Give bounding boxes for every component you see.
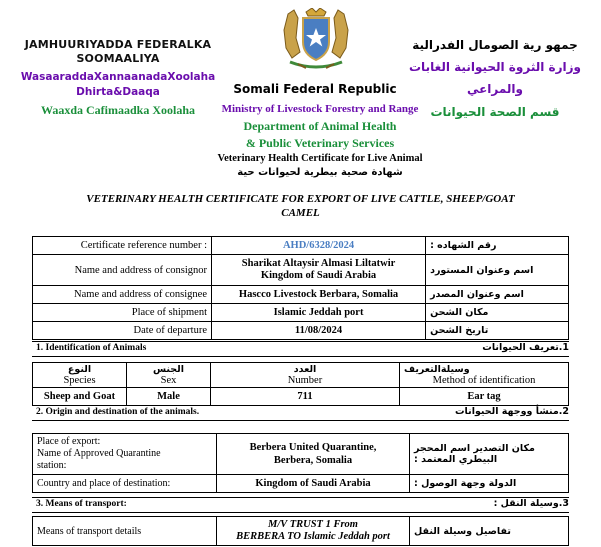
info-label-ar: رقم الشهاده : — [426, 237, 569, 255]
info-label: Name and address of consignee — [33, 286, 212, 304]
section-2-title: 2. Origin and destination of the animals. — [36, 407, 200, 417]
certificate-reference-value: AHD/6328/2024 — [212, 237, 426, 255]
table-header-row — [33, 363, 569, 388]
header-ar: العدد — [293, 364, 317, 375]
ministry-somali-line2: Dhirta&Daaqa — [76, 86, 160, 98]
method-value: Ear tag — [400, 388, 569, 406]
republic-name-somali-line2: SOOMAALIYA — [76, 52, 160, 65]
export-label-ar: مكان التصدير اسم المحجر البيطري المعتمد : — [410, 434, 569, 475]
place-of-shipment-value: Islamic Jeddah port — [212, 304, 426, 322]
header-en: Number — [287, 375, 323, 386]
section-2-title-ar: 2.منشأ ووجهة الحيوانات — [455, 406, 569, 417]
table-row — [33, 237, 569, 255]
info-label-ar: مكان الشحن — [426, 304, 569, 322]
header-number — [211, 363, 400, 388]
destination-value: Kingdom of Saudi Arabia — [217, 475, 410, 493]
section-3-title-ar: 3.وسيلة النقل : — [493, 498, 569, 509]
document-title-line2: CAMEL — [281, 207, 320, 219]
header-en: Method of identification — [432, 375, 536, 386]
consignor-name: Sharikat Altaysir Almasi Liltatwir — [241, 258, 396, 269]
header-ministry-en: Ministry of Livestock Forestry and Range — [221, 103, 419, 115]
origin-table — [32, 433, 569, 493]
export-label — [33, 434, 217, 475]
info-label: Name and address of consignor — [33, 255, 212, 286]
date-of-departure-value: 11/08/2024 — [212, 322, 426, 340]
export-value-line1: Berbera United Quarantine, — [249, 442, 377, 453]
certificate-info-table — [32, 236, 569, 340]
sex-value: Male — [127, 388, 211, 406]
info-label-ar: اسم وعنوان المصدر — [426, 286, 569, 304]
ministry-arabic-line2: والمراعي — [466, 82, 524, 96]
table-row — [33, 286, 569, 304]
header-ar: وسيلةالتعريف — [404, 364, 470, 375]
transport-label: Means of transport details — [33, 517, 217, 546]
header-en: Sex — [160, 375, 177, 386]
section-3-header — [32, 497, 569, 513]
ministry-arabic-line1: وزارة الثروة الحيوانية الغابات — [409, 60, 581, 74]
consignee-value: Hascco Livestock Berbara, Somalia — [212, 286, 426, 304]
section-1-title: 1. Identification of Animals — [36, 343, 147, 353]
info-label: Certificate reference number : — [33, 237, 212, 255]
section-1-title-ar: 1.تعريف الحيوانات — [482, 342, 569, 353]
table-row — [33, 255, 569, 286]
info-label-ar: اسم وعنوان المستورد — [426, 255, 569, 286]
section-2-header — [32, 405, 569, 421]
transport-label-ar: تفاصيل وسيلة النقل — [410, 517, 569, 546]
header-ar: الجنس — [153, 364, 184, 375]
species-value: Sheep and Goat — [33, 388, 127, 406]
header-department-line1: Department of Animal Health — [243, 119, 397, 133]
export-label-line1: Place of export: — [37, 436, 101, 447]
info-label: Place of shipment — [33, 304, 212, 322]
info-label: Date of departure — [33, 322, 212, 340]
header-certificate-ar: شهادة صحية بيطرية لحيوانات حية — [237, 167, 403, 178]
header-en: Species — [63, 375, 96, 386]
department-somali: Waaxda Cafimaadka Xoolaha — [40, 103, 196, 117]
section-3-title: 3. Means of transport: — [36, 499, 127, 509]
transport-value-line2: BERBERA TO Islamic Jeddah port — [236, 531, 390, 542]
section-1-header — [32, 341, 569, 357]
document-title-line1: VETERINARY HEALTH CERTIFICATE FOR EXPORT OF LIVE CATTLE, SHEEP/GOAT — [86, 193, 515, 205]
header-title-en: Somali Federal Republic — [233, 82, 397, 96]
export-value — [217, 434, 410, 475]
coat-of-arms-emblem — [276, 8, 356, 72]
header-sex — [127, 363, 211, 388]
table-row — [33, 304, 569, 322]
header-ar: النوع — [67, 364, 92, 375]
info-label-ar: تاريخ الشحن — [426, 322, 569, 340]
consignor-value — [212, 255, 426, 286]
table-row — [33, 388, 569, 406]
department-arabic: قسم الصحة الحيوانات — [430, 105, 560, 119]
header-method — [400, 363, 569, 388]
number-value: 711 — [211, 388, 400, 406]
republic-name-somali-line1: JAMHUURIYADDA FEDERALKA — [24, 38, 212, 51]
table-row — [33, 322, 569, 340]
transport-table — [32, 516, 569, 546]
table-row — [33, 434, 569, 475]
header-species — [33, 363, 127, 388]
transport-value-line1: M/V TRUST 1 From — [268, 519, 358, 530]
destination-label-ar: الدولة وجهة الوصول : — [410, 475, 569, 493]
republic-name-arabic: جمهو رية الصومال الفدرالية — [412, 38, 578, 52]
consignor-address: Kingdom of Saudi Arabia — [260, 270, 377, 281]
export-label-line3: station: — [37, 460, 67, 471]
export-value-line2: Berbera, Somalia — [273, 455, 353, 466]
animals-table — [32, 362, 569, 406]
header-certificate-en: Veterinary Health Certificate for Live Animal — [217, 153, 423, 164]
destination-label: Country and place of destination: — [33, 475, 217, 493]
table-row — [33, 475, 569, 493]
header-department-line2: & Public Veterinary Services — [245, 136, 395, 150]
transport-value — [217, 517, 410, 546]
ministry-somali-line1: WasaaraddaXannaanadaXoolaha — [20, 71, 216, 83]
export-label-line2: Name of Approved Quarantine — [37, 448, 161, 459]
table-row — [33, 517, 569, 546]
